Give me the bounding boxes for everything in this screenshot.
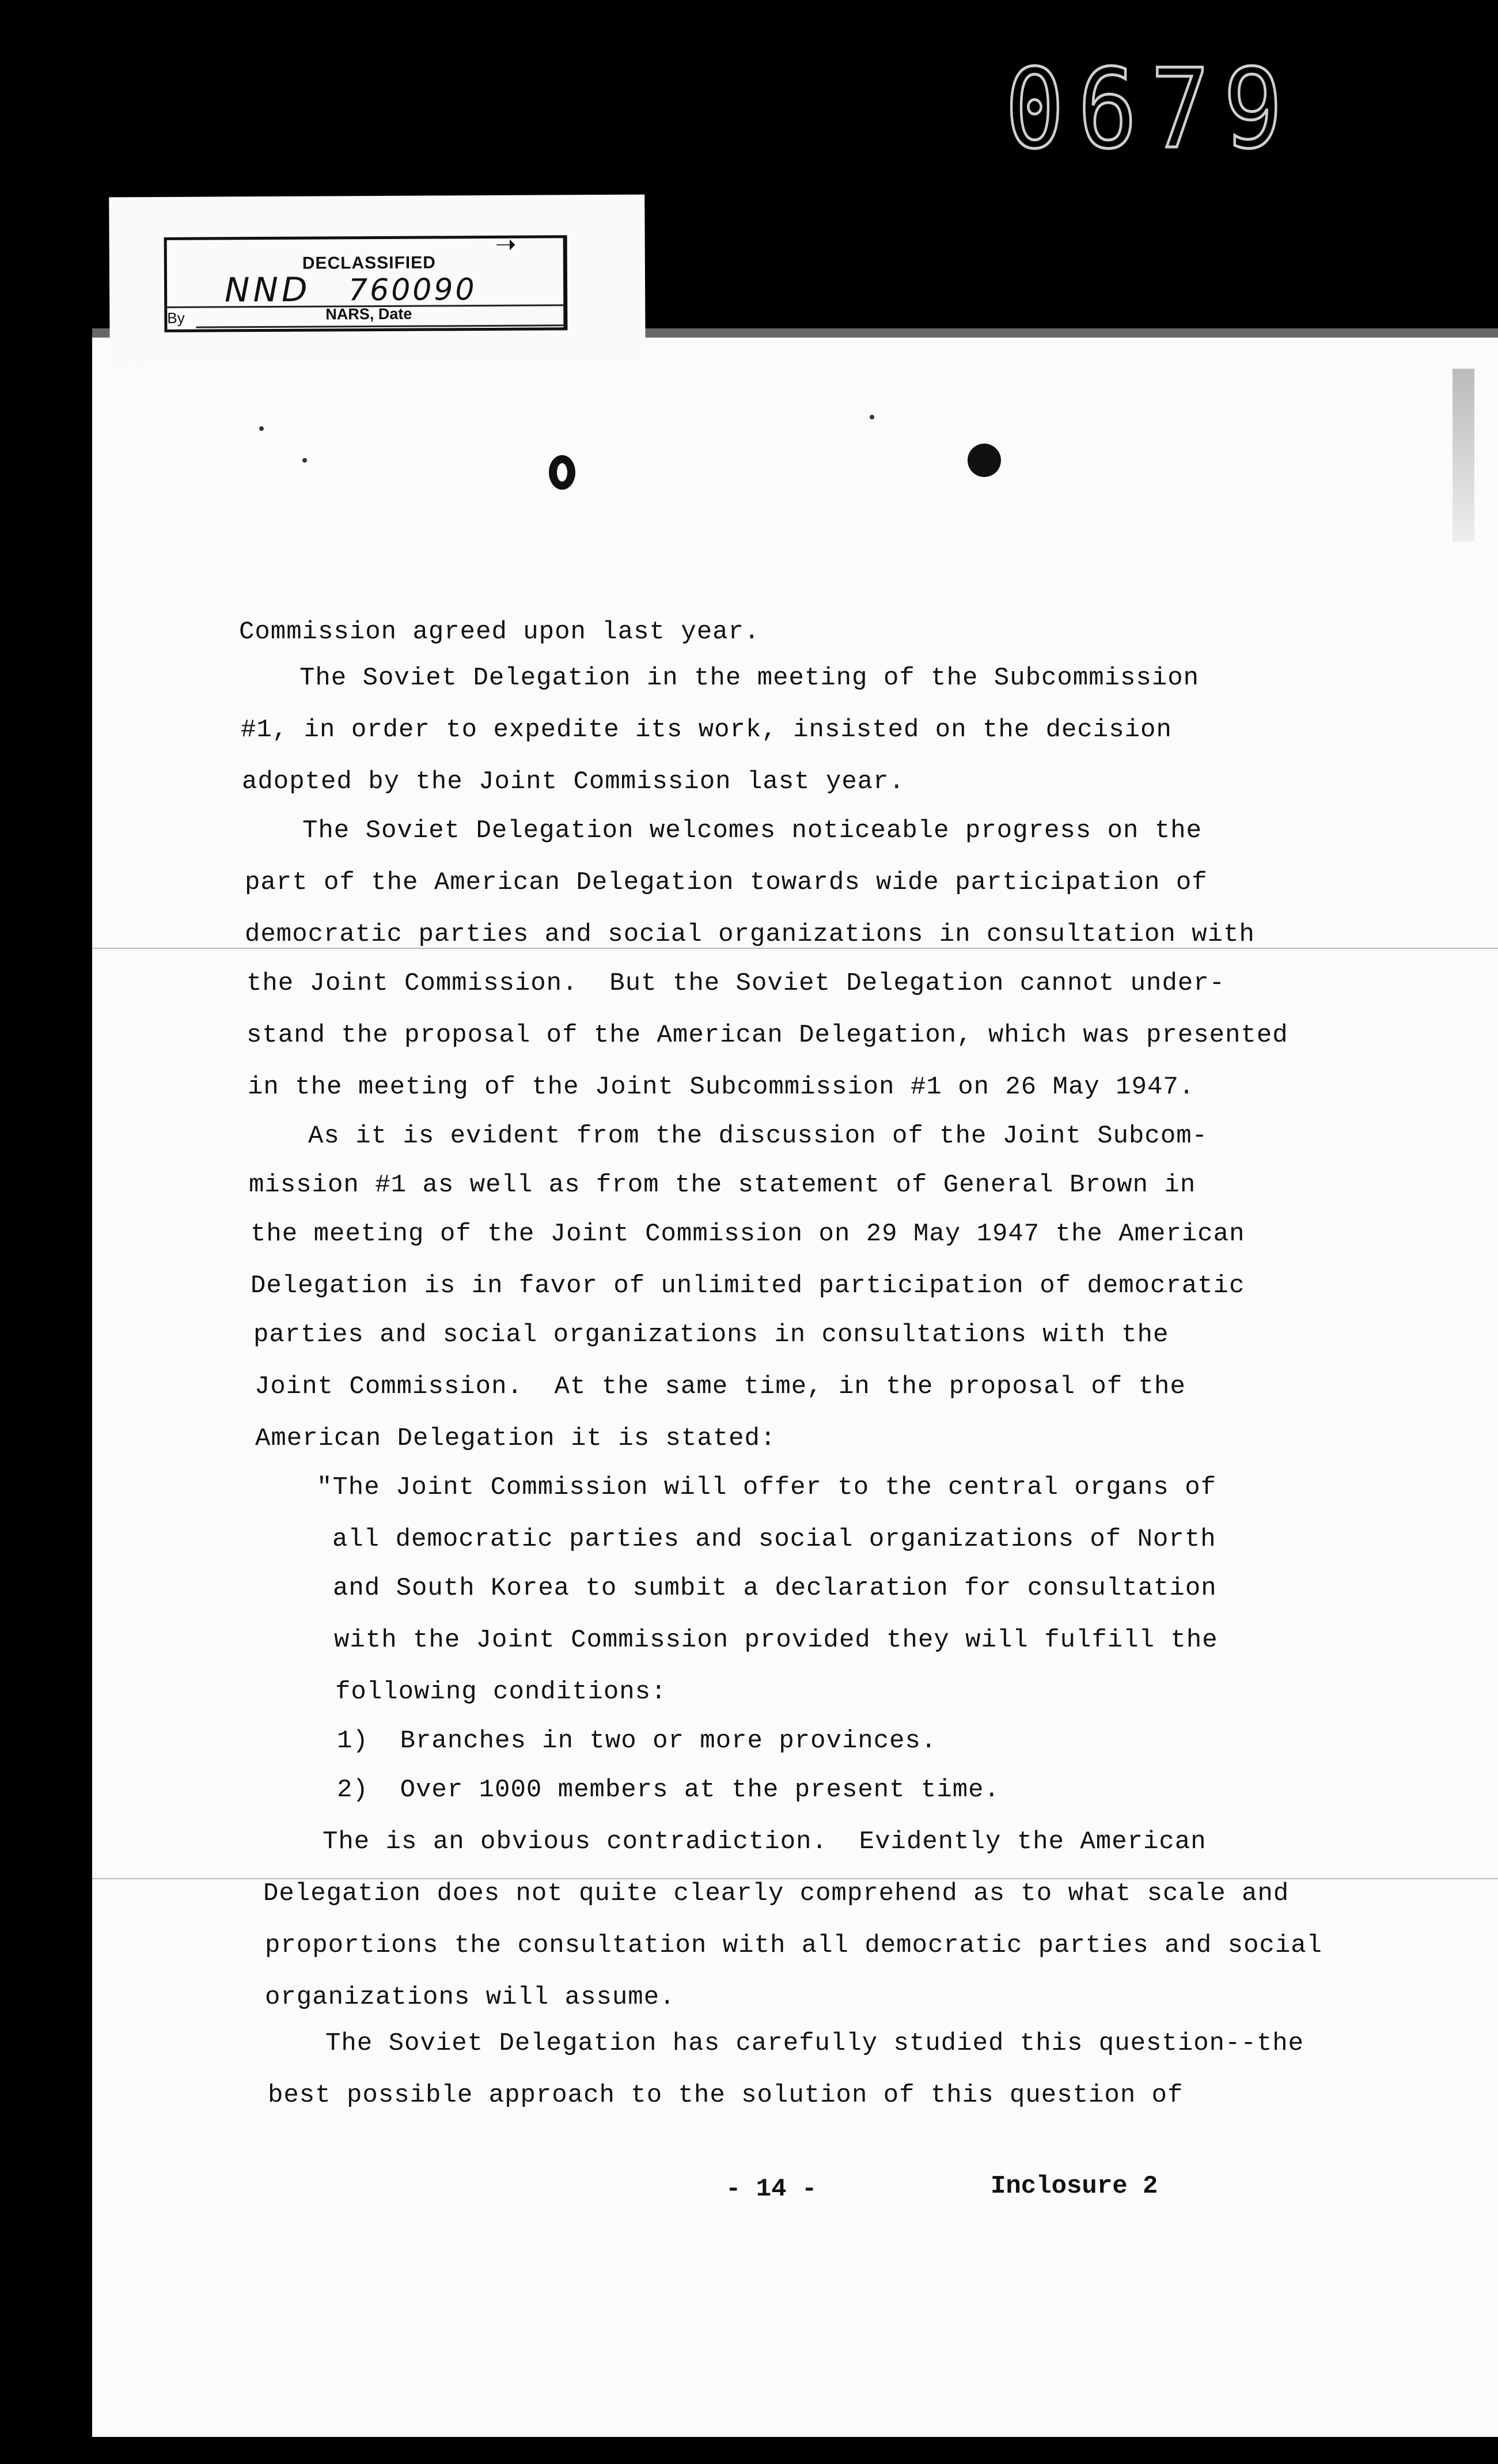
condition-item: 2) Over 1000 members at the present time. — [337, 1776, 1000, 1804]
punch-hole-left — [549, 455, 575, 490]
body-line: parties and social organizations in consultations with the — [253, 1320, 1169, 1349]
page-number: - 14 - — [726, 2175, 817, 2204]
body-line: stand the proposal of the American Delegation, which was presented — [246, 1021, 1288, 1050]
body-line: the meeting of the Joint Commission on 29 May 1947 the American — [251, 1220, 1245, 1248]
body-line: part of the American Delegation towards wide participation of — [245, 868, 1208, 897]
nars-date-label: NARS, Date — [325, 305, 412, 323]
speck — [302, 458, 307, 463]
quote-line: "The Joint Commission will offer to the central organs of — [317, 1473, 1217, 1502]
body-line: As it is evident from the discussion of the Joint Subcom- — [308, 1122, 1208, 1150]
body-line: The Soviet Delegation welcomes noticeable progress on the — [302, 816, 1203, 845]
arrow-mark-icon: ➝ — [495, 229, 517, 259]
body-line: in the meeting of the Joint Subcommission #1 on 26 May 1947. — [248, 1073, 1195, 1102]
authority-number: 760090 — [348, 272, 477, 308]
inclosure-label: Inclosure 2 — [991, 2172, 1158, 2201]
speck — [870, 415, 874, 419]
page-edge-mark — [1453, 369, 1474, 542]
condition-item: 1) Branches in two or more provinces. — [337, 1727, 937, 1755]
body-line: best possible approach to the solution of this question of — [268, 2081, 1184, 2110]
quote-line: all democratic parties and social organizations of North — [332, 1525, 1216, 1554]
body-line: The is an obvious contradiction. Evidently the American — [323, 1827, 1207, 1856]
quote-line: and South Korea to sumbit a declaration for consultation — [333, 1574, 1217, 1603]
body-line: Commission agreed upon last year. — [239, 618, 760, 646]
authority-label: NND — [224, 270, 311, 310]
body-line: American Delegation it is stated: — [255, 1424, 776, 1453]
document-page — [92, 328, 1498, 2437]
body-line: Delegation does not quite clearly comprehend as to what scale and — [263, 1879, 1290, 1908]
body-line: Joint Commission. At the same time, in the proposal of the — [255, 1372, 1186, 1401]
body-line: the Joint Commission. But the Soviet Delegation cannot under- — [246, 969, 1226, 998]
punch-hole-right — [968, 444, 1001, 477]
quote-line: following conditions: — [335, 1678, 667, 1706]
body-line: mission #1 as well as from the statement of General Brown in — [249, 1171, 1196, 1199]
body-line: Delegation is in favor of unlimited participation of democratic — [251, 1271, 1245, 1300]
body-line: #1, in order to expedite its work, insisted on the decision — [241, 716, 1172, 744]
body-line: democratic parties and social organizations in consultation with — [245, 920, 1255, 949]
body-line: The Soviet Delegation in the meeting of the Subcommission — [299, 664, 1200, 692]
body-line: adopted by the Joint Commission last year. — [242, 767, 905, 796]
speck — [259, 426, 264, 431]
body-line: organizations will assume. — [265, 1983, 676, 2012]
body-line: proportions the consultation with all democratic parties and social — [265, 1931, 1323, 1960]
frame-number: 0679 — [1005, 46, 1296, 173]
declassified-label: DECLASSIFIED — [302, 253, 436, 273]
quote-line: with the Joint Commission provided they will fulfill the — [334, 1626, 1218, 1655]
body-line: The Soviet Delegation has carefully studied this question--the — [325, 2029, 1304, 2058]
declassification-card — [109, 195, 646, 368]
by-label: By — [167, 309, 185, 327]
